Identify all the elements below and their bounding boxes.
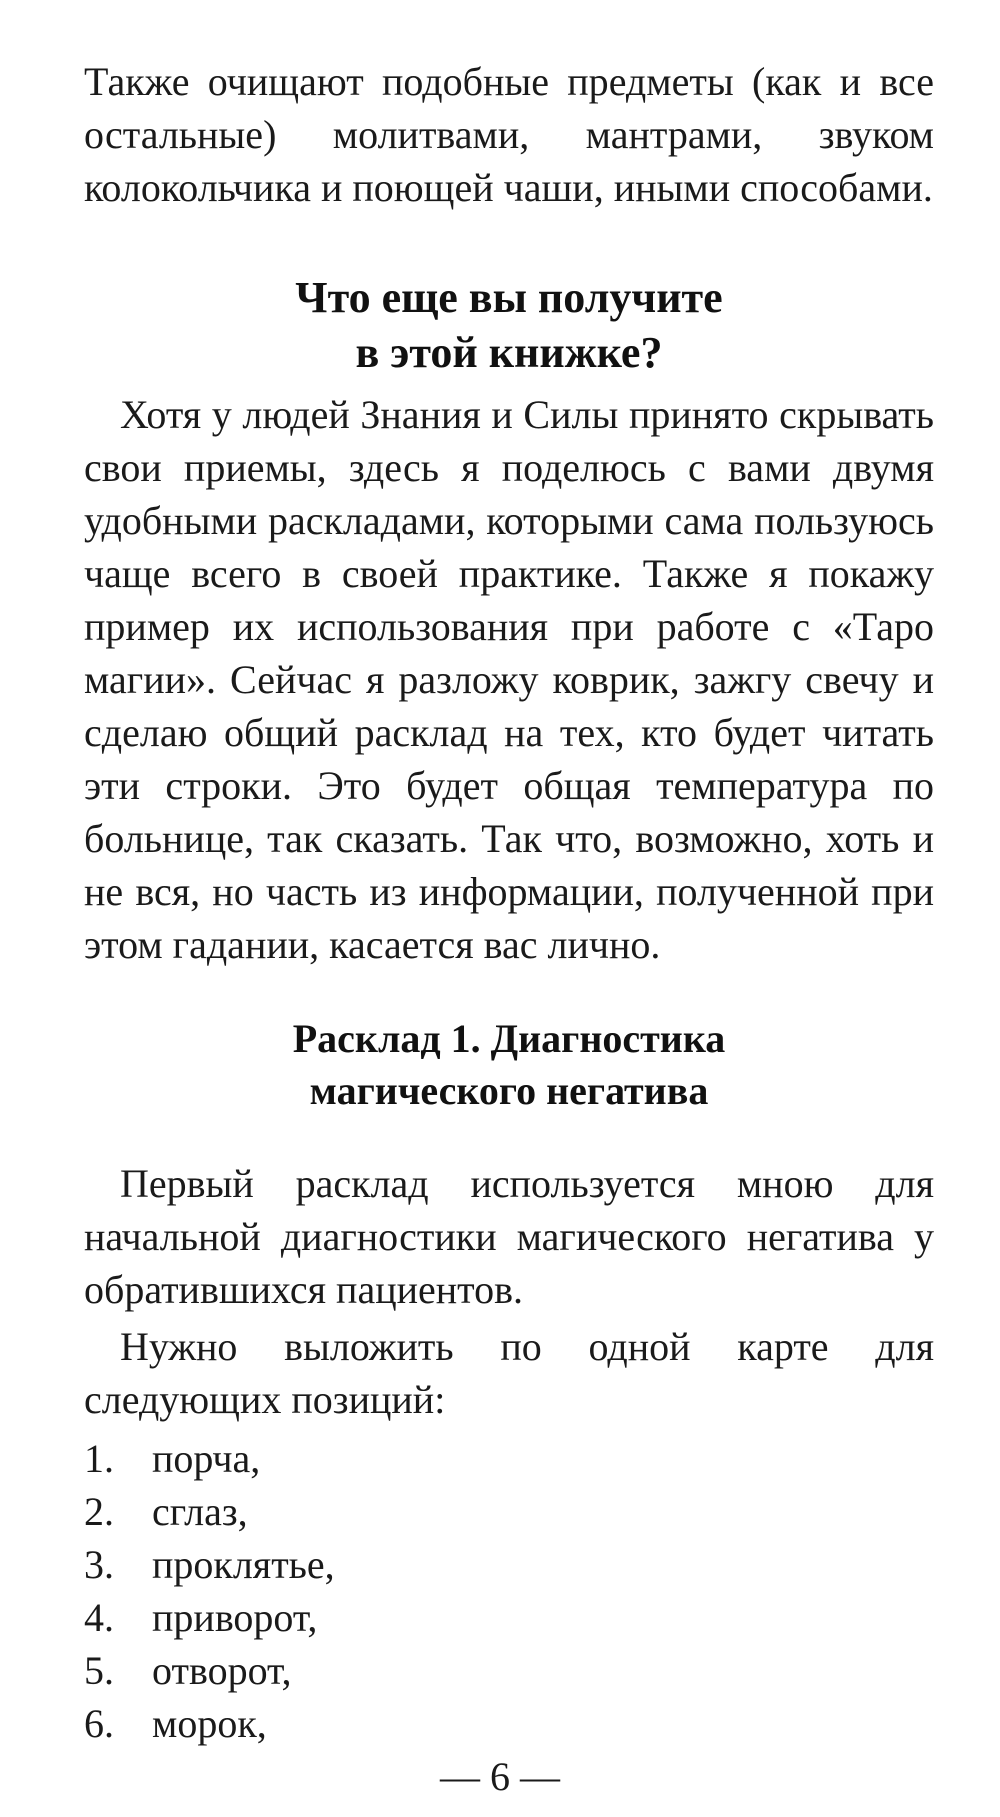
list-item-number: 5.: [84, 1648, 114, 1693]
list-item: [84, 1538, 934, 1591]
section-heading-what-else: [84, 270, 934, 380]
list-item-text: проклятье,: [152, 1542, 335, 1587]
list-item-text: морок,: [152, 1701, 267, 1746]
heading-line: Что еще вы получите: [295, 273, 723, 322]
positions-list: [84, 1432, 934, 1750]
list-item: [84, 1432, 934, 1485]
list-item-number: 2.: [84, 1489, 114, 1534]
page-number: — 6 —: [440, 1754, 560, 1799]
list-item-text: сглаз,: [152, 1489, 248, 1534]
list-item: [84, 1644, 934, 1697]
list-item-text: приворот,: [152, 1595, 318, 1640]
list-item: [84, 1697, 934, 1750]
body-paragraph: Хотя у людей Знания и Силы принято скрывать свои приемы, здесь я поделюсь с вами двумя удобными раскладами, которыми сама пользуюсь чаще всего в своей практике. Также я покажу пример их использования при работе с «Таро магии». Сейчас я разложу коврик, зажгу свечу и сделаю общий расклад на тех, кто будет читать эти строки. Это будет общая температура по больнице, так сказать. Так что, возможно, хоть и не вся, но часть из информации, полученной при этом гадании, касается вас лично.: [84, 392, 934, 967]
page-content: [84, 55, 934, 1750]
list-item-text: порча,: [152, 1436, 261, 1481]
intro-paragraph: Также очищают подобные предметы (как и все остальные) молитвами, мантрами, звуком колокольчика и поющей чаши, иными способами.: [84, 59, 934, 210]
heading-line: в этой книжке?: [355, 328, 663, 377]
list-item: [84, 1591, 934, 1644]
body-paragraph: Нужно выложить по одной карте для следующих позиций:: [84, 1324, 934, 1422]
list-item-number: 3.: [84, 1542, 114, 1587]
list-item-number: 1.: [84, 1436, 114, 1481]
list-item-number: 4.: [84, 1595, 114, 1640]
list-item-number: 6.: [84, 1701, 114, 1746]
section-heading-spread-1: [84, 1013, 934, 1117]
body-paragraph: Первый расклад используется мною для начальной диагностики магического негатива у обратившихся пациентов.: [84, 1161, 934, 1312]
list-item: [84, 1485, 934, 1538]
heading-line: магического негатива: [309, 1068, 709, 1113]
heading-line: Расклад 1. Диагностика: [292, 1016, 726, 1061]
list-item-text: отворот,: [152, 1648, 292, 1693]
